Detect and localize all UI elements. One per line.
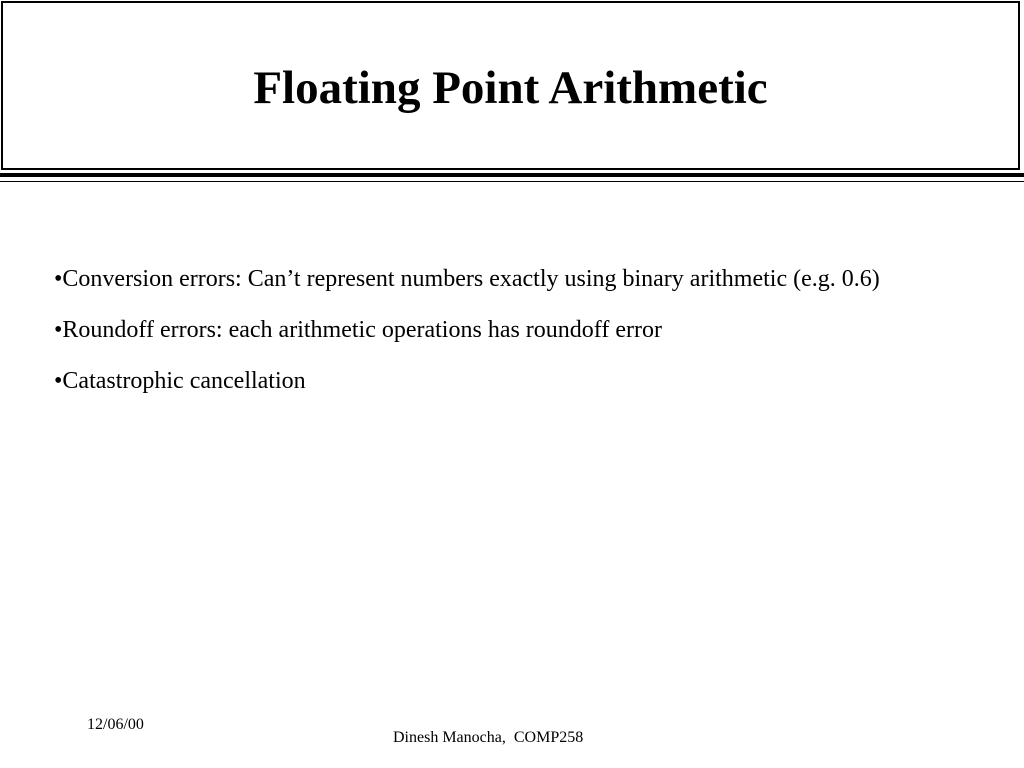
title-box	[1, 1, 1020, 170]
footer-date: 12/06/00	[87, 716, 144, 733]
slide-title: Floating Point Arithmetic	[253, 61, 768, 114]
title-divider-thick	[0, 173, 1024, 177]
title-divider-thin	[0, 181, 1024, 182]
bullet-list	[54, 262, 954, 415]
bullet-item-catastrophic-cancellation: •Catastrophic cancellation	[54, 368, 306, 394]
bullet-item-conversion-errors: •Conversion errors: Can’t represent numbers exactly using binary arithmetic (e.g. 0.6)	[54, 266, 880, 292]
footer-author: Dinesh Manocha, COMP258	[393, 729, 584, 746]
bullet-item-roundoff-errors: •Roundoff errors: each arithmetic operations has roundoff error	[54, 317, 662, 343]
